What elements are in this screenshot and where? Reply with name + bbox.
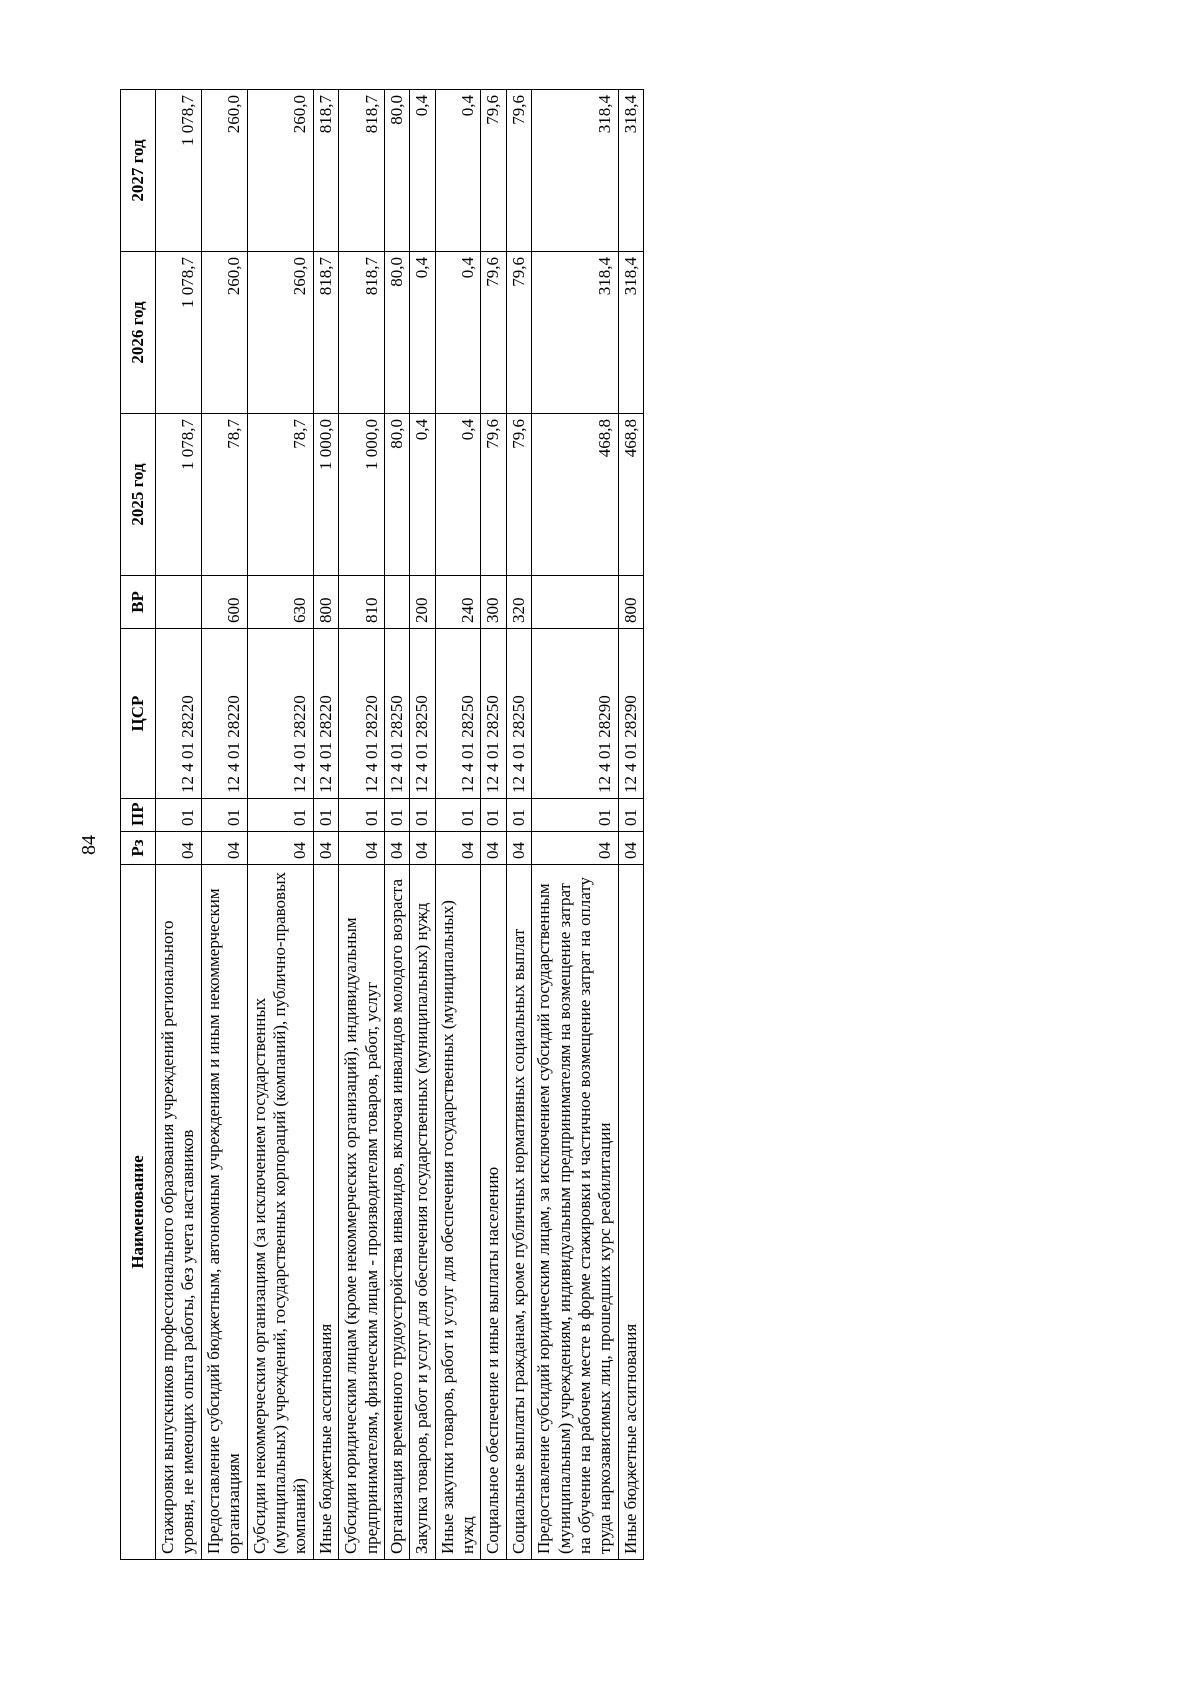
cell-2025: 79,6 [481,414,506,576]
cell-pr: 01 [410,799,435,832]
cell-2025: 0,4 [435,414,481,576]
cell-name: Предоставление субсидий юридическим лицам, за исключением субсидий государственным (муниципальным) учреждениям, индивидуальным предпринимателям на возмещение затрат на обучение на рабочем месте в форме стажировки и частичное возмещение затрат на оплату труда наркозависимых лиц, прошедших курс реабилитации [532,865,619,1560]
cell-2025: 1 078,7 [156,414,202,576]
cell-csr: 12 4 01 28250 [481,629,506,799]
cell-2027: 818,7 [313,90,338,252]
cell-rz: 04 [532,832,619,865]
cell-2026: 818,7 [339,252,385,414]
cell-pr: 01 [339,799,385,832]
cell-rz: 04 [156,832,202,865]
table-row [410,90,435,1560]
cell-rz: 04 [618,832,643,865]
cell-2025: 468,8 [532,414,619,576]
cell-2026: 260,0 [247,252,313,414]
cell-name: Социальные выплаты гражданам, кроме публичных нормативных социальных выплат [506,865,531,1560]
cell-2027: 0,4 [435,90,481,252]
cell-name: Иные бюджетные ассигнования [618,865,643,1560]
cell-2027: 79,6 [506,90,531,252]
table-row [435,90,481,1560]
cell-2026: 80,0 [384,252,409,414]
cell-2026: 0,4 [410,252,435,414]
header-2027: 2027 год [121,90,156,252]
cell-csr: 12 4 01 28220 [201,629,247,799]
cell-name: Стажировки выпускников профессионального образования учреждений регионального уровня, не имеющих опыта работы, без учета наставников [156,865,202,1560]
header-vr: ВР [121,576,156,629]
cell-csr: 12 4 01 28250 [410,629,435,799]
cell-2025: 78,7 [201,414,247,576]
cell-2027: 1 078,7 [156,90,202,252]
cell-2027: 318,4 [618,90,643,252]
cell-rz: 04 [435,832,481,865]
cell-vr: 810 [339,576,385,629]
cell-2027: 260,0 [247,90,313,252]
cell-csr: 12 4 01 28250 [384,629,409,799]
cell-rz: 04 [384,832,409,865]
cell-2026: 318,4 [618,252,643,414]
cell-name: Иные бюджетные ассигнования [313,865,338,1560]
cell-csr: 12 4 01 28290 [532,629,619,799]
cell-2025: 468,8 [618,414,643,576]
budget-table-container [120,90,644,1560]
cell-2025: 78,7 [247,414,313,576]
table-row [201,90,247,1560]
cell-csr: 12 4 01 28220 [313,629,338,799]
table-header-row [121,90,156,1560]
cell-2025: 79,6 [506,414,531,576]
cell-name: Иные закупки товаров, работ и услуг для обеспечения государственных (муниципальных) нужд [435,865,481,1560]
cell-2026: 79,6 [506,252,531,414]
cell-vr: 300 [481,576,506,629]
cell-pr: 01 [481,799,506,832]
cell-pr: 01 [435,799,481,832]
cell-csr: 12 4 01 28250 [506,629,531,799]
cell-2027: 80,0 [384,90,409,252]
budget-table [120,89,644,1560]
table-row [313,90,338,1560]
cell-pr: 01 [313,799,338,832]
cell-rz: 04 [247,832,313,865]
header-csr: ЦСР [121,629,156,799]
cell-name: Предоставление субсидий бюджетным, автономным учреждениям и иным некоммерческим организациям [201,865,247,1560]
cell-2025: 1 000,0 [313,414,338,576]
cell-2026: 318,4 [532,252,619,414]
cell-vr [156,576,202,629]
cell-2026: 0,4 [435,252,481,414]
cell-vr: 630 [247,576,313,629]
cell-pr: 01 [247,799,313,832]
table-row [384,90,409,1560]
cell-2025: 1 000,0 [339,414,385,576]
table-row [618,90,643,1560]
header-rz: Рз [121,832,156,865]
table-row [506,90,531,1560]
table-row [247,90,313,1560]
header-name: Наименование [121,865,156,1560]
cell-csr: 12 4 01 28220 [339,629,385,799]
cell-vr [532,576,619,629]
page-number: 84 [78,835,100,855]
cell-2026: 1 078,7 [156,252,202,414]
cell-vr: 320 [506,576,531,629]
cell-pr: 01 [506,799,531,832]
cell-vr: 600 [201,576,247,629]
cell-2027: 818,7 [339,90,385,252]
cell-csr: 12 4 01 28250 [435,629,481,799]
cell-2027: 318,4 [532,90,619,252]
table-row [339,90,385,1560]
cell-pr: 01 [201,799,247,832]
cell-name: Субсидии некоммерческим организациям (за исключением государственных (муниципальных) учреждений, государственных корпораций (компаний), публично-правовых компаний) [247,865,313,1560]
cell-name: Организация временного трудоустройства инвалидов, включая инвалидов молодого возраста [384,865,409,1560]
cell-2027: 79,6 [481,90,506,252]
cell-vr [384,576,409,629]
cell-2026: 79,6 [481,252,506,414]
cell-2026: 260,0 [201,252,247,414]
cell-csr: 12 4 01 28220 [156,629,202,799]
cell-2025: 80,0 [384,414,409,576]
cell-vr: 800 [313,576,338,629]
cell-rz: 04 [506,832,531,865]
cell-2025: 0,4 [410,414,435,576]
cell-name: Субсидии юридическим лицам (кроме некоммерческих организаций), индивидуальным предпринимателям, физическим лицам - производителям товаров, работ, услуг [339,865,385,1560]
cell-name: Социальное обеспечение и иные выплаты населению [481,865,506,1560]
cell-rz: 04 [481,832,506,865]
cell-vr: 240 [435,576,481,629]
cell-pr: 01 [618,799,643,832]
table-row [532,90,619,1560]
cell-vr: 800 [618,576,643,629]
cell-csr: 12 4 01 28290 [618,629,643,799]
cell-2026: 818,7 [313,252,338,414]
cell-2027: 260,0 [201,90,247,252]
cell-rz: 04 [313,832,338,865]
cell-name: Закупка товаров, работ и услуг для обеспечения государственных (муниципальных) нужд [410,865,435,1560]
table-row [481,90,506,1560]
cell-pr: 01 [532,799,619,832]
cell-pr: 01 [156,799,202,832]
cell-2027: 0,4 [410,90,435,252]
table-row [156,90,202,1560]
cell-pr: 01 [384,799,409,832]
header-2026: 2026 год [121,252,156,414]
cell-vr: 200 [410,576,435,629]
cell-rz: 04 [410,832,435,865]
cell-csr: 12 4 01 28220 [247,629,313,799]
header-2025: 2025 год [121,414,156,576]
cell-rz: 04 [201,832,247,865]
cell-rz: 04 [339,832,385,865]
header-pr: ПР [121,799,156,832]
